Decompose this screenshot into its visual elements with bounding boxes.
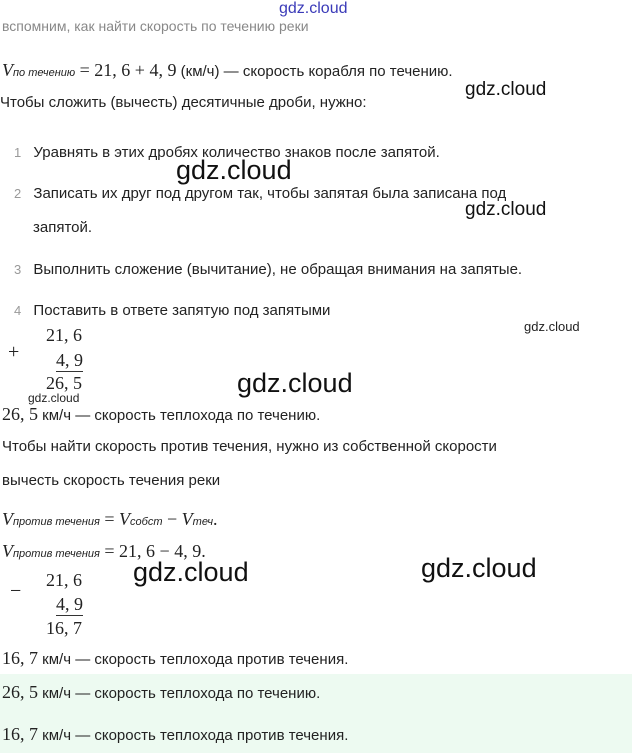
step-3 <box>14 261 522 278</box>
addend-2: 4, 9 <box>56 350 83 370</box>
velocity-symbol: V <box>2 541 13 561</box>
watermark-8: gdz.cloud <box>421 553 537 583</box>
answer-line-1 <box>2 682 320 703</box>
formula-expression: = 21, 6 + 4, 9 <box>75 60 177 80</box>
step-4 <box>14 302 330 319</box>
velocity-subscript: против течения <box>13 548 100 560</box>
velocity-symbol: V <box>181 509 193 529</box>
result-number: 26, 5 <box>2 404 38 424</box>
step-2-continuation: запятой. <box>33 219 93 236</box>
result-text: км/ч — скорость теплохода по течению. <box>38 407 321 424</box>
plus-sign: + <box>8 341 20 363</box>
step-number: 4 <box>14 303 22 318</box>
addend-1: 21, 6 <box>46 325 82 345</box>
watermark-7: gdz.cloud <box>133 557 249 587</box>
difference-result: 16, 7 <box>46 618 82 638</box>
formula-description: — скорость корабля по течению. <box>219 63 453 80</box>
velocity-symbol: V <box>2 509 13 529</box>
watermark-5: gdz.cloud <box>237 368 353 398</box>
intro-partial-text: вспомним, как найти скорость по течению реки <box>2 18 309 34</box>
step-text: Поставить в ответе запятую под запятыми <box>33 302 331 319</box>
watermark-4: gdz.cloud <box>524 319 580 334</box>
watermark-1: gdz.cloud <box>465 79 547 100</box>
watermark-3: gdz.cloud <box>465 199 547 220</box>
minuend: 21, 6 <box>46 570 82 590</box>
result-text: км/ч — скорость теплохода против течения. <box>38 651 349 668</box>
step-text: Записать их друг под другом так, чтобы запятая была записана под <box>33 185 507 202</box>
result-upstream <box>2 648 348 669</box>
watermark-6: gdz.cloud <box>28 391 80 405</box>
velocity-subscript: по течению <box>13 67 76 79</box>
step-2 <box>14 185 506 202</box>
answer-text: км/ч — скорость теплохода по течению. <box>38 685 321 702</box>
equals-sign: = <box>99 509 120 529</box>
answer-line-2 <box>2 724 348 745</box>
formula-expression: = 21, 6 − 4, 9. <box>99 541 206 561</box>
step-number: 2 <box>14 186 22 201</box>
velocity-subscript: теч <box>192 516 214 528</box>
answer-text: км/ч — скорость теплохода против течения. <box>38 727 349 744</box>
watermark-2: gdz.cloud <box>176 155 292 185</box>
velocity-symbol: V <box>119 509 131 529</box>
minus-sign: − <box>162 509 182 529</box>
watermark-top: gdz.cloud <box>279 0 348 17</box>
step-number: 1 <box>14 145 22 160</box>
result-number: 16, 7 <box>2 648 38 668</box>
formula-downstream <box>2 60 453 81</box>
against-intro-line-2: вычесть скорость течения реки <box>2 472 221 489</box>
step-text: Выполнить сложение (вычитание), не обращая внимания на запятые. <box>33 261 523 278</box>
velocity-subscript: против течения <box>13 516 100 528</box>
velocity-symbol: V <box>2 60 13 80</box>
against-intro-line-1: Чтобы найти скорость против течения, нужно из собственной скорости <box>2 438 497 455</box>
minus-sign: − <box>10 580 22 602</box>
result-downstream <box>2 404 320 425</box>
formula-upstream-general <box>2 509 218 530</box>
unit-label: (км/ч) <box>180 63 220 80</box>
sum-result: 26, 5 <box>46 373 82 393</box>
step-text: Уравнять в этих дробях количество знаков после запятой. <box>33 144 440 161</box>
rule-intro: Чтобы сложить (вычесть) десятичные дроби, нужно: <box>0 94 367 111</box>
period: . <box>213 509 218 529</box>
answer-number: 26, 5 <box>2 682 38 702</box>
subtrahend: 4, 9 <box>56 594 83 614</box>
step-number: 3 <box>14 262 22 277</box>
answer-number: 16, 7 <box>2 724 38 744</box>
answer-block <box>0 674 632 753</box>
velocity-subscript: собст <box>130 516 163 528</box>
